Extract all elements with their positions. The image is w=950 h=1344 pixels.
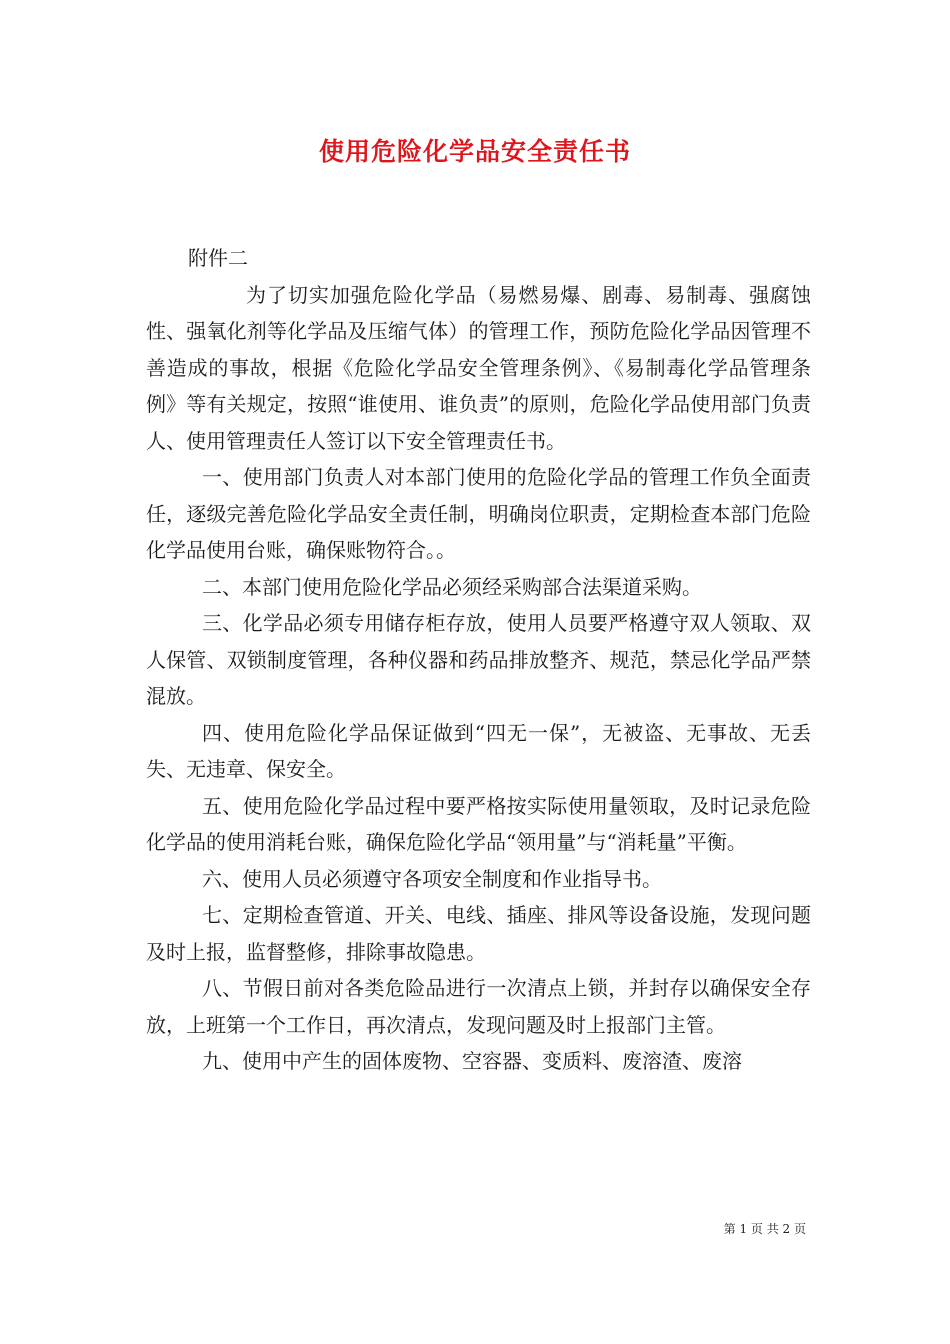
clause-4: 四、使用危险化学品保证做到“四无一保”，无被盗、无事故、无丢失、无违章、保安全。 [146,720,811,781]
clause-2: 二、本部门使用危险化学品必须经采购部合法渠道采购。 [202,574,702,599]
document-body [146,240,811,1080]
clause-3: 三、化学品必须专用储存柜存放，使用人员要严格遵守双人领取、双人保管、双锁制度管理，各种仪器和药品排放整齐、规范，禁忌化学品严禁混放。 [146,611,811,708]
clause-5: 五、使用危险化学品过程中要严格按实际使用量领取，及时记录危险化学品的使用消耗台账，确保危险化学品“领用量”与“消耗量”平衡。 [146,793,811,854]
page-number-footer: 第 1 页 共 2 页 [723,1222,806,1236]
clause-8: 八、节假日前对各类危险品进行一次清点上锁，并封存以确保安全存放，上班第一个工作日，再次清点，发现问题及时上报部门主管。 [146,976,811,1037]
clause-7: 七、定期检查管道、开关、电线、插座、排风等设备设施，发现问题及时上报，监督整修，排除事故隐患。 [146,903,811,964]
attachment-label: 附件二 [188,246,248,270]
clause-6: 六、使用人员必须遵守各项安全制度和作业指导书。 [202,866,662,891]
clause-1: 一、使用部门负责人对本部门使用的危险化学品的管理工作负全面责任，逐级完善危险化学品安全责任制，明确岗位职责，定期检查本部门危险化学品使用台账，确保账物符合。。 [146,465,811,562]
clause-9: 九、使用中产生的固体废物、空容器、变质料、废溶渣、废溶 [202,1049,742,1073]
document-title: 使用危险化学品安全责任书 [318,137,631,166]
intro-paragraph: 为了切实加强危险化学品（易燃易爆、剧毒、易制毒、强腐蚀性、强氧化剂等化学品及压缩气体）的管理工作，预防危险化学品因管理不善造成的事故，根据《危险化学品安全管理条例》、《易制毒化学品管理条例》等有关规定，按照“谁使用、谁负责”的原则，危险化学品使用部门负责人、使用管理责任人签订以下安全管理责任书。 [146,282,811,453]
